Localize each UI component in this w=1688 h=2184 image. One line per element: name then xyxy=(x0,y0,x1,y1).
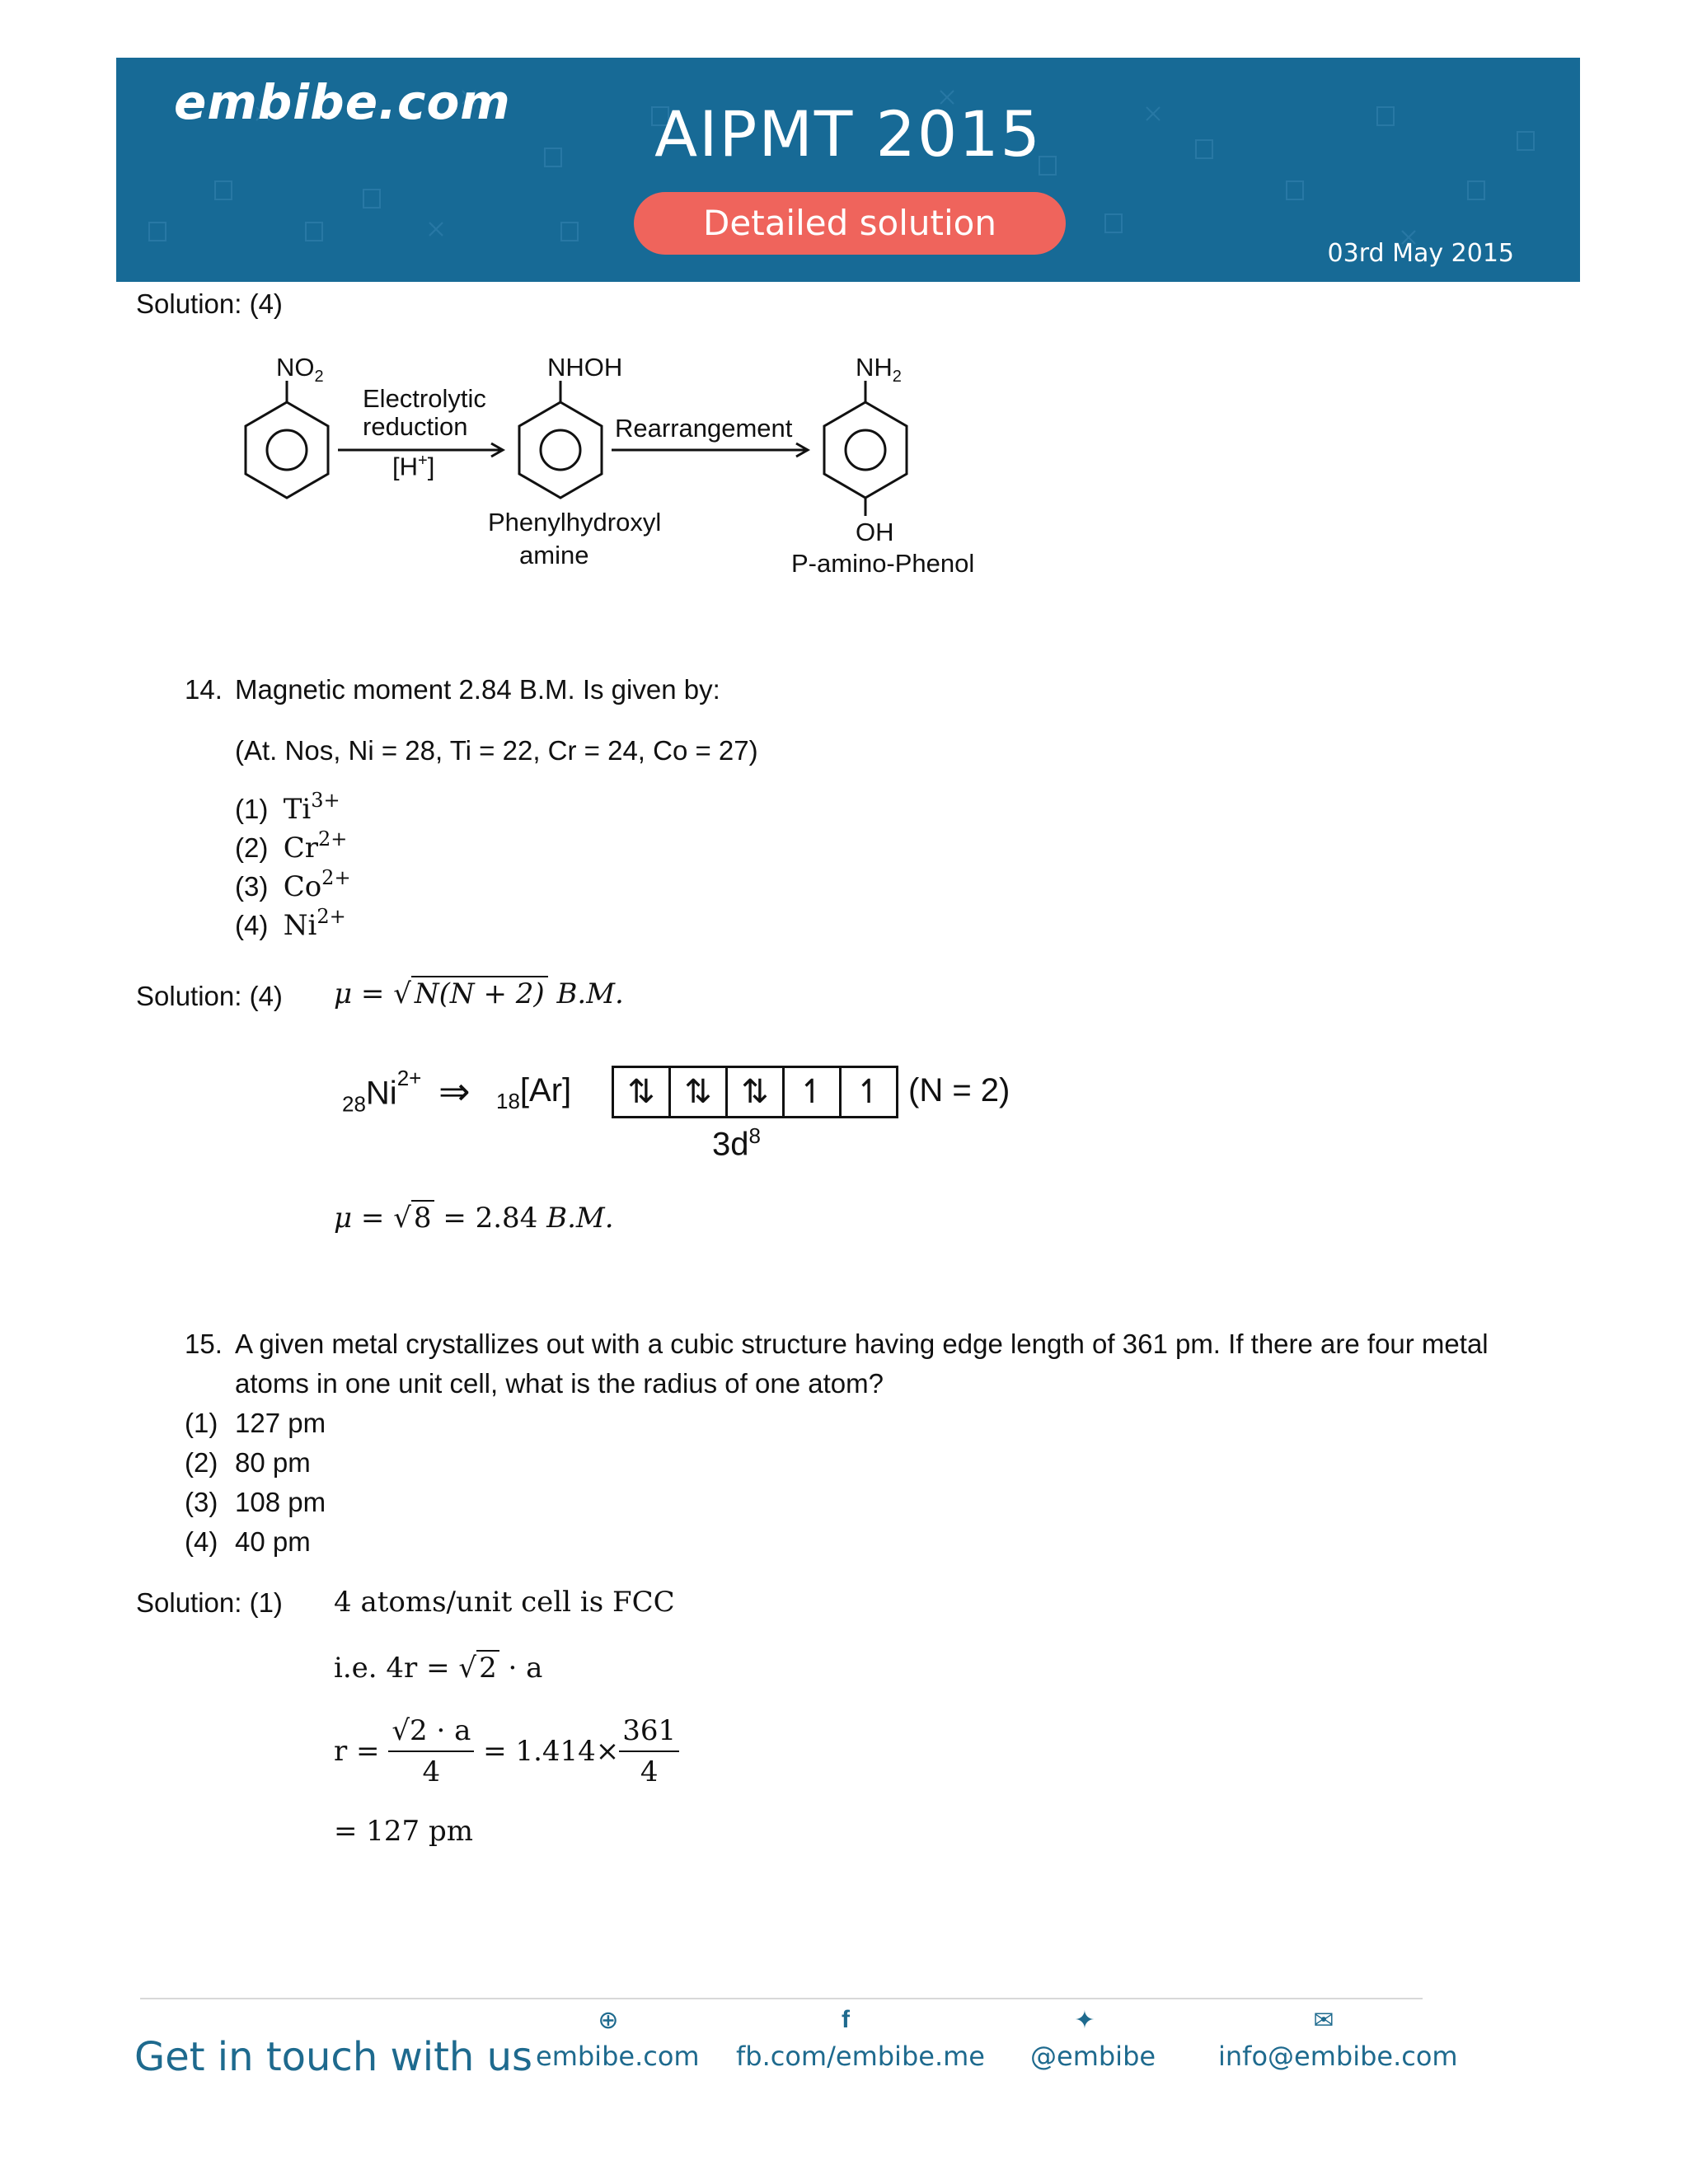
q14-text: Magnetic moment 2.84 B.M. Is given by: xyxy=(235,674,720,705)
q14-options xyxy=(235,789,351,948)
magnetic-moment-result: μ = √8 = 2.84 B.M. xyxy=(334,1202,614,1235)
nitro-group: $NO_2$ xyxy=(276,353,324,387)
q15-step-2: i.e. 4r = √2 · a xyxy=(334,1652,543,1685)
website-link[interactable]: embibe.com xyxy=(536,2041,700,2072)
reaction-diagram xyxy=(231,346,1014,593)
orbital-box-1: ⇅ xyxy=(614,1068,671,1116)
ni-electron-config xyxy=(338,1043,1047,1166)
arrow-1-label-mid: reduction xyxy=(363,412,468,441)
benzene-ring-3 xyxy=(824,402,907,498)
mail-icon: ✉ xyxy=(1313,2007,1334,2034)
yields-arrow: ⇒ xyxy=(438,1070,471,1113)
ring-1-circle xyxy=(267,430,307,470)
orbital-label: $3d^8$ xyxy=(712,1123,761,1163)
q15-step-3: r = $\frac{√2 \cdot a}{4}$ = 1.414× $\frac{361}{4}$ xyxy=(334,1714,679,1788)
detailed-solution-badge: Detailed solution xyxy=(634,192,1066,255)
q15-option-4[interactable]: (4) 40 pm xyxy=(185,1526,311,1557)
facebook-link[interactable]: fb.com/embibe.me xyxy=(736,2041,985,2072)
q14-number: 14. xyxy=(185,674,223,705)
q15-text-line-2: atoms in one unit cell, what is the radius of one atom? xyxy=(235,1368,884,1399)
q14-option-3[interactable]: (3) $Co^{2+}$ xyxy=(235,866,351,903)
footer-divider xyxy=(140,1998,1423,1999)
twitter-icon: ✦ xyxy=(1074,2007,1095,2034)
q15-text-line-1: A given metal crystallizes out with a cubic structure having edge length of 361 pm. If there are four metal xyxy=(235,1329,1489,1359)
q15-options xyxy=(185,1408,326,1566)
amino-group: $NH_2$ xyxy=(856,353,902,387)
argon-core: $_{18}$[Ar] xyxy=(496,1072,572,1113)
benzene-ring-1 xyxy=(246,402,328,498)
q14-note: (At. Nos, Ni = 28, Ti = 22, Cr = 24, Co = 27) xyxy=(235,735,758,766)
benzene-ring-2 xyxy=(519,402,602,498)
exam-date: 03rd May 2015 xyxy=(1327,239,1514,268)
q15-number: 15. xyxy=(185,1329,223,1359)
orbital-box-4: ↿ xyxy=(785,1068,842,1116)
arrow-2-label: Rearrangement xyxy=(615,414,793,443)
unpaired-count: (N = 2) xyxy=(908,1072,1010,1108)
header-banner xyxy=(116,58,1580,282)
magnetic-moment-formula: μ = √ N(N + 2) B.M. xyxy=(334,977,624,1010)
exam-title: AIPMT 2015 xyxy=(654,97,1042,171)
embibe-logo[interactable]: embibe.com xyxy=(174,74,511,130)
q15-option-3[interactable]: (3) 108 pm xyxy=(185,1487,326,1517)
q15-step-1: 4 atoms/unit cell is FCC xyxy=(334,1586,675,1619)
q15-option-2[interactable]: (2) 80 pm xyxy=(185,1447,311,1478)
get-in-touch-heading: Get in touch with us xyxy=(134,2034,533,2080)
hydroxyl-group: OH xyxy=(856,518,894,546)
q15-step-4: = 127 pm xyxy=(334,1815,474,1848)
nhoh-group: NHOH xyxy=(547,353,623,382)
twitter-link[interactable]: @embibe xyxy=(1030,2041,1156,2072)
q15-option-1[interactable]: (1) 127 pm xyxy=(185,1408,326,1438)
ring-2-circle xyxy=(541,430,580,470)
phenylhydroxyl-label: Phenylhydroxyl xyxy=(488,508,662,537)
email-link[interactable]: info@embibe.com xyxy=(1218,2041,1458,2072)
q14-option-2[interactable]: (2) $Cr^{2+}$ xyxy=(235,827,348,865)
orbital-box-3: ⇅ xyxy=(728,1068,785,1116)
3d-orbital-boxes xyxy=(612,1066,898,1118)
ring-3-circle xyxy=(846,430,885,470)
solution-13-label: Solution: (4) xyxy=(136,288,283,319)
solution-15-label: Solution: (1) xyxy=(136,1587,283,1618)
orbital-box-5: ↿ xyxy=(855,1074,883,1110)
orbital-box-2: ⇅ xyxy=(671,1068,728,1116)
p-amino-phenol-label: P-amino-Phenol xyxy=(791,549,975,578)
solution-14-label: Solution: (4) xyxy=(136,981,283,1011)
globe-icon: ⊕ xyxy=(598,2007,619,2034)
arrow-1-label-bottom: [H+] xyxy=(392,452,435,481)
q14-option-4[interactable]: (4) $Ni^{2+}$ xyxy=(235,905,346,942)
ni-ion: $_{28}Ni^{2+}$ xyxy=(342,1066,422,1117)
arrow-1-label-top: Electrolytic xyxy=(363,384,486,413)
facebook-icon: f xyxy=(842,2006,850,2033)
amine-label: amine xyxy=(519,541,589,569)
q14-option-1[interactable]: (1) $Ti^{3+}$ xyxy=(235,789,340,826)
